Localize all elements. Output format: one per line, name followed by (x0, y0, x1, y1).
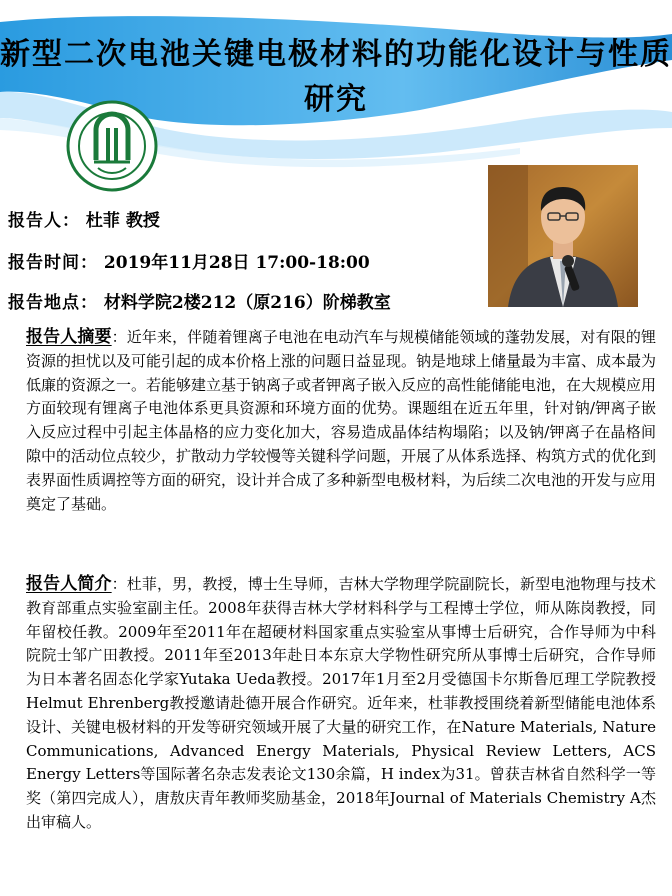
place-line (8, 288, 391, 313)
page-title: 新型二次电池关键电极材料的功能化设计与性质研究 (0, 37, 672, 117)
time-line (8, 248, 370, 273)
time-label: 报告时间： (8, 253, 98, 273)
university-seal-icon (66, 100, 158, 192)
speaker-photo (488, 165, 638, 307)
abstract-heading: 报告人摘要 (26, 327, 112, 347)
abstract-paragraph (26, 326, 656, 516)
bio-text: ：杜菲，男，教授，博士生导师，吉林大学物理学院副院长，新型电池物理与技术教育部重点实验室副主任。2008年获得吉林大学材料科学与工程博士学位，师从陈岗教授，同年留校任教。2009年至2011年在超硬材料国家重点实验室从事博士后研究，合作导师为中科院院士邹广田教授。2011年至2013年赴日本东京大学物性研究所从事博士后研究，合作导师为日本著名固态化学家Yutaka Ueda教授。2017年1月至2月受德国卡尔斯鲁厄理工学院教授Helmut Ehrenberg教授邀请赴德开展合作研究。近年来，杜菲教授围绕着新型储能电池体系设计、关键电极材料的开发等研究领域开展了大量的研究工作，在Nature Materials, Nature Communications, Advanced Energy Materials, Physical Review Letters, ACS Energy Letters等国际著名杂志发表论文130余篇，H index为31。曾获吉林省自然科学一等奖（第四完成人），唐敖庆青年教师奖励基金，2018年Journal of Materials Chemistry A杰出审稿人。 (26, 575, 656, 831)
bio-heading: 报告人简介 (26, 574, 112, 594)
speaker-line (8, 206, 160, 231)
place-label: 报告地点： (8, 293, 98, 313)
speaker-value: 杜菲 教授 (85, 211, 160, 231)
bio-paragraph (26, 573, 656, 835)
abstract-text: ：近年来，伴随着锂离子电池在电动汽车与规模储能领域的蓬勃发展，对有限的锂资源的担忧以及可能引起的成本价格上涨的问题日益显现。钠是地球上储量最为丰富、成本最为低廉的资源之一。若能够建立基于钠离子或者钾离子嵌入反应的高性能储能电池，在大规模应用方面较现有锂离子电池体系更具资源和环境方面的优势。课题组在近五年里，针对钠/钾离子嵌入反应过程中引起主体晶格的应力变化加大，容易造成晶体结构塌陷；以及钠/钾离子在晶格间隙中的活动位点较少，扩散动力学较慢等关键科学问题，开展了从体系选择、构筑方式的优化到表界面性质调控等方面的研究，设计并合成了多种新型电极材料，为后续二次电池的开发与应用奠定了基础。 (26, 328, 657, 513)
speaker-label: 报告人： (8, 211, 80, 231)
time-value: 2019年11月28日 17:00-18:00 (103, 253, 370, 273)
place-value: 材料学院2楼212（原216）阶梯教室 (103, 293, 391, 313)
